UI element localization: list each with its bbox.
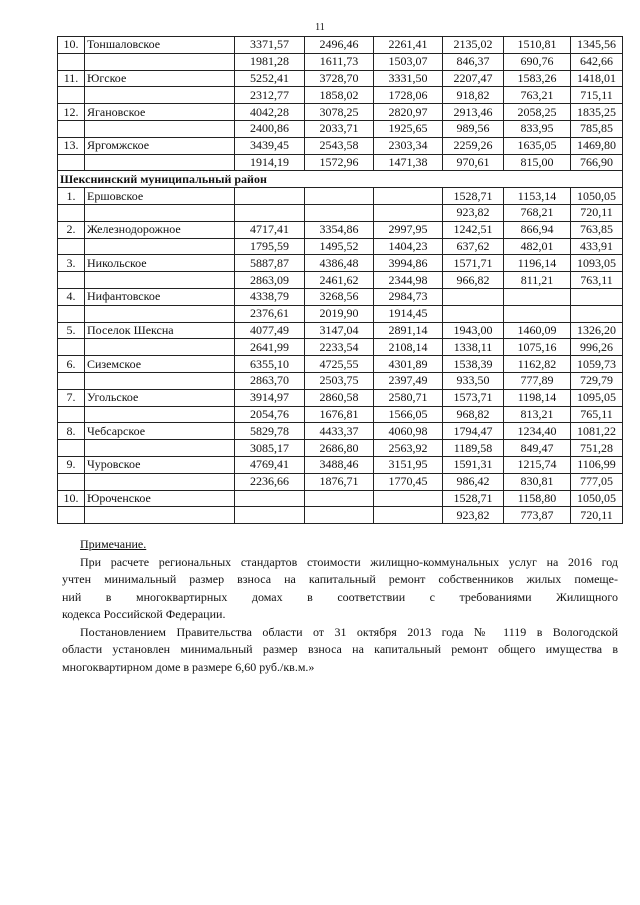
value-cell: 811,21 bbox=[504, 272, 571, 289]
row-number bbox=[58, 339, 85, 356]
value-cell: 777,05 bbox=[571, 473, 623, 490]
value-cell bbox=[374, 507, 443, 524]
value-cell: 1404,23 bbox=[374, 238, 443, 255]
table-row bbox=[58, 305, 623, 322]
settlement-name: Сиземское bbox=[85, 356, 235, 373]
settlement-name: Угольское bbox=[85, 389, 235, 406]
value-cell: 1242,51 bbox=[443, 221, 504, 238]
value-cell: 2344,98 bbox=[374, 272, 443, 289]
value-cell: 2303,34 bbox=[374, 137, 443, 154]
value-cell: 1572,96 bbox=[305, 154, 374, 171]
value-cell: 5829,78 bbox=[235, 423, 305, 440]
value-cell: 866,94 bbox=[504, 221, 571, 238]
value-cell bbox=[374, 188, 443, 205]
settlement-name: Яргомжское bbox=[85, 137, 235, 154]
table-row bbox=[58, 507, 623, 524]
value-cell: 3994,86 bbox=[374, 255, 443, 272]
settlement-name bbox=[85, 154, 235, 171]
settlement-name bbox=[85, 507, 235, 524]
value-cell bbox=[374, 204, 443, 221]
value-cell: 3147,04 bbox=[305, 322, 374, 339]
page-number: 11 bbox=[315, 22, 325, 33]
rates-table bbox=[57, 36, 623, 524]
value-cell: 1770,45 bbox=[374, 473, 443, 490]
value-cell: 4386,48 bbox=[305, 255, 374, 272]
settlement-name: Тоншаловское bbox=[85, 37, 235, 54]
settlement-name bbox=[85, 120, 235, 137]
note-text: При расчете региональных стандартов стоимости жилищно-коммунальных услуг на 2016 год bbox=[80, 554, 618, 569]
value-cell: 3331,50 bbox=[374, 70, 443, 87]
value-cell: 933,50 bbox=[443, 372, 504, 389]
table-row bbox=[58, 37, 623, 54]
value-cell: 1418,01 bbox=[571, 70, 623, 87]
value-cell: 1510,81 bbox=[504, 37, 571, 54]
table-row bbox=[58, 255, 623, 272]
value-cell bbox=[443, 305, 504, 322]
value-cell: 1234,40 bbox=[504, 423, 571, 440]
table-row bbox=[58, 272, 623, 289]
note-text: многоквартирном доме в размере 6,60 руб./кв.м.» bbox=[62, 659, 315, 674]
table-row bbox=[58, 456, 623, 473]
table-row bbox=[58, 389, 623, 406]
value-cell: 1050,05 bbox=[571, 490, 623, 507]
value-cell: 765,11 bbox=[571, 406, 623, 423]
table-row bbox=[58, 423, 623, 440]
row-number: 9. bbox=[58, 456, 85, 473]
value-cell: 3488,46 bbox=[305, 456, 374, 473]
value-cell: 813,21 bbox=[504, 406, 571, 423]
value-cell: 3085,17 bbox=[235, 440, 305, 457]
row-number: 13. bbox=[58, 137, 85, 154]
value-cell: 830,81 bbox=[504, 473, 571, 490]
value-cell: 637,62 bbox=[443, 238, 504, 255]
value-cell: 2376,61 bbox=[235, 305, 305, 322]
value-cell: 849,47 bbox=[504, 440, 571, 457]
value-cell: 1106,99 bbox=[571, 456, 623, 473]
value-cell: 4725,55 bbox=[305, 356, 374, 373]
value-cell: 966,82 bbox=[443, 272, 504, 289]
row-number bbox=[58, 154, 85, 171]
value-cell bbox=[235, 204, 305, 221]
value-cell bbox=[235, 188, 305, 205]
settlement-name bbox=[85, 238, 235, 255]
settlement-name bbox=[85, 204, 235, 221]
row-number bbox=[58, 473, 85, 490]
value-cell: 763,21 bbox=[504, 87, 571, 104]
value-cell: 1162,82 bbox=[504, 356, 571, 373]
value-cell bbox=[305, 490, 374, 507]
value-cell bbox=[443, 288, 504, 305]
value-cell: 2563,92 bbox=[374, 440, 443, 457]
value-cell: 1503,07 bbox=[374, 53, 443, 70]
value-cell: 4077,49 bbox=[235, 322, 305, 339]
value-cell: 2863,70 bbox=[235, 372, 305, 389]
value-cell: 2997,95 bbox=[374, 221, 443, 238]
table-row bbox=[58, 137, 623, 154]
value-cell bbox=[305, 188, 374, 205]
value-cell: 1158,80 bbox=[504, 490, 571, 507]
value-cell bbox=[504, 305, 571, 322]
value-cell: 2312,77 bbox=[235, 87, 305, 104]
settlement-name: Ягановское bbox=[85, 104, 235, 121]
settlement-name bbox=[85, 87, 235, 104]
table-row bbox=[58, 490, 623, 507]
table-row bbox=[58, 473, 623, 490]
row-number bbox=[58, 204, 85, 221]
row-number bbox=[58, 440, 85, 457]
note-title: Примечание. bbox=[80, 537, 147, 551]
settlement-name: Нифантовское bbox=[85, 288, 235, 305]
settlement-name bbox=[85, 406, 235, 423]
row-number: 3. bbox=[58, 255, 85, 272]
table-row bbox=[58, 440, 623, 457]
value-cell: 3078,25 bbox=[305, 104, 374, 121]
value-cell: 2261,41 bbox=[374, 37, 443, 54]
value-cell: 729,79 bbox=[571, 372, 623, 389]
settlement-name: Железнодорожное bbox=[85, 221, 235, 238]
value-cell: 2984,73 bbox=[374, 288, 443, 305]
settlement-name bbox=[85, 440, 235, 457]
value-cell: 4338,79 bbox=[235, 288, 305, 305]
value-cell: 1189,58 bbox=[443, 440, 504, 457]
note-text: Постановлением Правительства области от 31 октября 2013 года № 1119 в Вологодской bbox=[80, 624, 618, 639]
value-cell: 3151,95 bbox=[374, 456, 443, 473]
value-cell: 720,11 bbox=[571, 204, 623, 221]
row-number: 6. bbox=[58, 356, 85, 373]
value-cell: 2641,99 bbox=[235, 339, 305, 356]
value-cell: 2860,58 bbox=[305, 389, 374, 406]
value-cell: 2891,14 bbox=[374, 322, 443, 339]
value-cell: 1591,31 bbox=[443, 456, 504, 473]
value-cell: 1794,47 bbox=[443, 423, 504, 440]
value-cell: 4042,28 bbox=[235, 104, 305, 121]
row-number bbox=[58, 272, 85, 289]
value-cell: 4433,37 bbox=[305, 423, 374, 440]
table-row bbox=[58, 339, 623, 356]
value-cell: 996,26 bbox=[571, 339, 623, 356]
value-cell: 918,82 bbox=[443, 87, 504, 104]
value-cell: 766,90 bbox=[571, 154, 623, 171]
value-cell: 970,61 bbox=[443, 154, 504, 171]
value-cell: 1914,45 bbox=[374, 305, 443, 322]
row-number: 8. bbox=[58, 423, 85, 440]
value-cell: 642,66 bbox=[571, 53, 623, 70]
table-row bbox=[58, 238, 623, 255]
settlement-name: Юроченское bbox=[85, 490, 235, 507]
value-cell: 773,87 bbox=[504, 507, 571, 524]
table-row bbox=[58, 356, 623, 373]
value-cell: 3439,45 bbox=[235, 137, 305, 154]
value-cell: 1528,71 bbox=[443, 490, 504, 507]
section-row bbox=[58, 171, 623, 188]
value-cell: 4060,98 bbox=[374, 423, 443, 440]
row-number: 7. bbox=[58, 389, 85, 406]
row-number bbox=[58, 372, 85, 389]
table-row bbox=[58, 406, 623, 423]
value-cell: 2233,54 bbox=[305, 339, 374, 356]
row-number bbox=[58, 53, 85, 70]
settlement-name: Никольское bbox=[85, 255, 235, 272]
row-number: 1. bbox=[58, 188, 85, 205]
value-cell: 2058,25 bbox=[504, 104, 571, 121]
table-row bbox=[58, 154, 623, 171]
row-number bbox=[58, 507, 85, 524]
note bbox=[62, 536, 618, 676]
settlement-name bbox=[85, 53, 235, 70]
value-cell bbox=[571, 305, 623, 322]
row-number bbox=[58, 305, 85, 322]
value-cell: 2863,09 bbox=[235, 272, 305, 289]
value-cell: 1925,65 bbox=[374, 120, 443, 137]
value-cell: 1153,14 bbox=[504, 188, 571, 205]
value-cell: 720,11 bbox=[571, 507, 623, 524]
value-cell: 6355,10 bbox=[235, 356, 305, 373]
value-cell: 2496,46 bbox=[305, 37, 374, 54]
value-cell: 482,01 bbox=[504, 238, 571, 255]
table-row bbox=[58, 70, 623, 87]
note-text: учтен минимальный размер взноса на капитальный ремонт собственников жилых помеще- bbox=[62, 572, 618, 586]
settlement-name bbox=[85, 272, 235, 289]
row-number bbox=[58, 406, 85, 423]
value-cell: 2236,66 bbox=[235, 473, 305, 490]
settlement-name bbox=[85, 473, 235, 490]
value-cell: 763,11 bbox=[571, 272, 623, 289]
value-cell: 846,37 bbox=[443, 53, 504, 70]
value-cell bbox=[305, 204, 374, 221]
value-cell: 4769,41 bbox=[235, 456, 305, 473]
table-row bbox=[58, 372, 623, 389]
value-cell: 2207,47 bbox=[443, 70, 504, 87]
value-cell: 751,28 bbox=[571, 440, 623, 457]
value-cell: 923,82 bbox=[443, 204, 504, 221]
table-row bbox=[58, 53, 623, 70]
row-number: 5. bbox=[58, 322, 85, 339]
value-cell bbox=[235, 490, 305, 507]
note-text: ний в многоквартирных домах в соответствии с требованиями Жилищного bbox=[62, 589, 618, 604]
value-cell: 1858,02 bbox=[305, 87, 374, 104]
value-cell: 1095,05 bbox=[571, 389, 623, 406]
value-cell bbox=[235, 507, 305, 524]
settlement-name bbox=[85, 372, 235, 389]
value-cell: 1943,00 bbox=[443, 322, 504, 339]
value-cell bbox=[374, 490, 443, 507]
value-cell: 1528,71 bbox=[443, 188, 504, 205]
note-text: кодекса Российской Федерации. bbox=[62, 607, 226, 621]
value-cell: 989,56 bbox=[443, 120, 504, 137]
row-number: 4. bbox=[58, 288, 85, 305]
value-cell: 777,89 bbox=[504, 372, 571, 389]
value-cell: 5887,87 bbox=[235, 255, 305, 272]
value-cell: 833,95 bbox=[504, 120, 571, 137]
value-cell: 4717,41 bbox=[235, 221, 305, 238]
value-cell: 1676,81 bbox=[305, 406, 374, 423]
value-cell: 1050,05 bbox=[571, 188, 623, 205]
value-cell: 4301,89 bbox=[374, 356, 443, 373]
value-cell: 1326,20 bbox=[571, 322, 623, 339]
value-cell: 1059,73 bbox=[571, 356, 623, 373]
table-row bbox=[58, 188, 623, 205]
table-row bbox=[58, 221, 623, 238]
row-number bbox=[58, 238, 85, 255]
settlement-name: Чуровское bbox=[85, 456, 235, 473]
value-cell: 1635,05 bbox=[504, 137, 571, 154]
value-cell bbox=[504, 288, 571, 305]
value-cell: 1611,73 bbox=[305, 53, 374, 70]
value-cell: 1469,80 bbox=[571, 137, 623, 154]
table-row bbox=[58, 87, 623, 104]
value-cell: 1081,22 bbox=[571, 423, 623, 440]
value-cell: 1471,38 bbox=[374, 154, 443, 171]
table-row bbox=[58, 322, 623, 339]
value-cell: 1876,71 bbox=[305, 473, 374, 490]
value-cell: 2461,62 bbox=[305, 272, 374, 289]
row-number: 2. bbox=[58, 221, 85, 238]
value-cell: 1728,06 bbox=[374, 87, 443, 104]
settlement-name bbox=[85, 339, 235, 356]
table-row bbox=[58, 120, 623, 137]
row-number bbox=[58, 87, 85, 104]
table-row bbox=[58, 104, 623, 121]
value-cell: 1495,52 bbox=[305, 238, 374, 255]
value-cell: 923,82 bbox=[443, 507, 504, 524]
value-cell: 2913,46 bbox=[443, 104, 504, 121]
row-number: 11. bbox=[58, 70, 85, 87]
value-cell: 815,00 bbox=[504, 154, 571, 171]
value-cell: 1338,11 bbox=[443, 339, 504, 356]
value-cell: 1215,74 bbox=[504, 456, 571, 473]
value-cell: 1583,26 bbox=[504, 70, 571, 87]
value-cell bbox=[571, 288, 623, 305]
value-cell: 690,76 bbox=[504, 53, 571, 70]
value-cell: 1198,14 bbox=[504, 389, 571, 406]
value-cell: 1093,05 bbox=[571, 255, 623, 272]
value-cell: 986,42 bbox=[443, 473, 504, 490]
value-cell: 3354,86 bbox=[305, 221, 374, 238]
value-cell: 2108,14 bbox=[374, 339, 443, 356]
value-cell: 2820,97 bbox=[374, 104, 443, 121]
value-cell: 3268,56 bbox=[305, 288, 374, 305]
value-cell: 2054,76 bbox=[235, 406, 305, 423]
value-cell: 2033,71 bbox=[305, 120, 374, 137]
settlement-name: Ершовское bbox=[85, 188, 235, 205]
settlement-name: Поселок Шексна bbox=[85, 322, 235, 339]
row-number: 10. bbox=[58, 490, 85, 507]
value-cell: 2135,02 bbox=[443, 37, 504, 54]
row-number bbox=[58, 120, 85, 137]
value-cell: 1795,59 bbox=[235, 238, 305, 255]
value-cell bbox=[305, 507, 374, 524]
value-cell: 1345,56 bbox=[571, 37, 623, 54]
value-cell: 1835,25 bbox=[571, 104, 623, 121]
value-cell: 2019,90 bbox=[305, 305, 374, 322]
value-cell: 768,21 bbox=[504, 204, 571, 221]
row-number: 10. bbox=[58, 37, 85, 54]
value-cell: 2397,49 bbox=[374, 372, 443, 389]
value-cell: 2543,58 bbox=[305, 137, 374, 154]
value-cell: 433,91 bbox=[571, 238, 623, 255]
value-cell: 2580,71 bbox=[374, 389, 443, 406]
value-cell: 3914,97 bbox=[235, 389, 305, 406]
value-cell: 1196,14 bbox=[504, 255, 571, 272]
value-cell: 785,85 bbox=[571, 120, 623, 137]
value-cell: 3728,70 bbox=[305, 70, 374, 87]
value-cell: 1566,05 bbox=[374, 406, 443, 423]
settlement-name: Югское bbox=[85, 70, 235, 87]
value-cell: 1075,16 bbox=[504, 339, 571, 356]
note-text: области установлен минимальный размер взноса на капитальный ремонт общего имущества в bbox=[62, 642, 618, 656]
table-row bbox=[58, 204, 623, 221]
value-cell: 1571,71 bbox=[443, 255, 504, 272]
value-cell: 1914,19 bbox=[235, 154, 305, 171]
value-cell: 1460,09 bbox=[504, 322, 571, 339]
value-cell: 715,11 bbox=[571, 87, 623, 104]
value-cell: 3371,57 bbox=[235, 37, 305, 54]
value-cell: 2686,80 bbox=[305, 440, 374, 457]
settlement-name: Чебсарское bbox=[85, 423, 235, 440]
value-cell: 2400,86 bbox=[235, 120, 305, 137]
value-cell: 5252,41 bbox=[235, 70, 305, 87]
table-row bbox=[58, 288, 623, 305]
value-cell: 763,85 bbox=[571, 221, 623, 238]
value-cell: 1538,39 bbox=[443, 356, 504, 373]
row-number: 12. bbox=[58, 104, 85, 121]
value-cell: 1981,28 bbox=[235, 53, 305, 70]
section-title: Шекснинский муниципальный район bbox=[58, 171, 623, 188]
value-cell: 1573,71 bbox=[443, 389, 504, 406]
value-cell: 968,82 bbox=[443, 406, 504, 423]
value-cell: 2259,26 bbox=[443, 137, 504, 154]
settlement-name bbox=[85, 305, 235, 322]
value-cell: 2503,75 bbox=[305, 372, 374, 389]
